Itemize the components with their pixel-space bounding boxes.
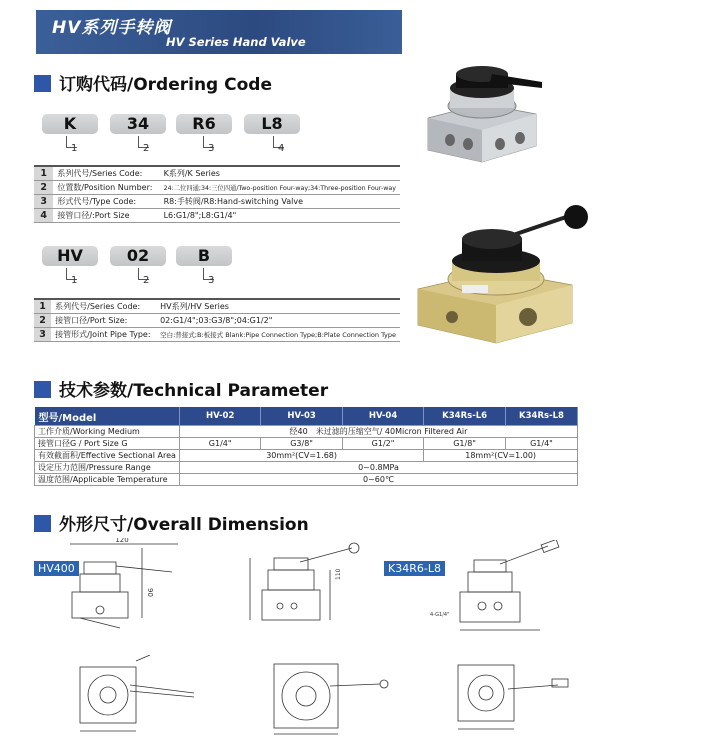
code-num: 3 bbox=[208, 275, 215, 286]
col-header: HV-03 bbox=[261, 407, 342, 426]
dimension-drawing-top-3 bbox=[448, 655, 578, 740]
dimension-drawing-front-1 bbox=[60, 538, 190, 638]
table-row bbox=[34, 195, 400, 209]
row-num: 1 bbox=[34, 300, 51, 314]
cell-value: G1/8" bbox=[424, 438, 506, 450]
row-label: 形式代号/Type Code: bbox=[53, 195, 159, 209]
label-hv400: HV400 bbox=[34, 561, 79, 576]
cell-value: 经40 米过滤的压缩空气/ 40Micron Filtered Air bbox=[179, 426, 577, 438]
code-num: 2 bbox=[143, 143, 150, 154]
col-header: 型号/Model bbox=[35, 407, 180, 426]
table-row bbox=[34, 328, 400, 342]
cell-value: 18mm²(CV=1.00) bbox=[424, 450, 578, 462]
code-num: 4 bbox=[278, 143, 285, 154]
table-row bbox=[34, 181, 400, 195]
dimension-title: 外形尺寸/Overall Dimension bbox=[59, 515, 309, 535]
col-header: K34Rs-L8 bbox=[505, 407, 577, 426]
cell-value: 30mm²(CV=1.68) bbox=[179, 450, 423, 462]
bullet-square-icon bbox=[34, 75, 51, 92]
row-num: 3 bbox=[34, 195, 53, 209]
dimension-drawing-top-1 bbox=[70, 655, 210, 740]
section-dimension-heading bbox=[34, 510, 309, 535]
ordering-table-k bbox=[34, 167, 400, 223]
product-image-k34 bbox=[420, 62, 550, 170]
cell-value: G1/2" bbox=[342, 438, 423, 450]
dim-port: 4-G1/4" bbox=[430, 612, 450, 618]
code-box-02: 02 bbox=[110, 246, 166, 266]
code-box-hv: HV bbox=[42, 246, 98, 266]
row-num: 2 bbox=[34, 314, 51, 328]
table-header-row bbox=[35, 407, 578, 426]
code-box-k: K bbox=[42, 114, 98, 134]
cell-value: 0~0.8MPa bbox=[179, 462, 577, 474]
row-label: 接管形式/Joint Pipe Type: bbox=[51, 328, 156, 342]
row-value: R8:手转阀/R8:Hand-switching Valve bbox=[160, 195, 400, 209]
code-num: 2 bbox=[143, 275, 150, 286]
col-header: HV-02 bbox=[179, 407, 260, 426]
row-num: 1 bbox=[34, 167, 53, 181]
title-cn: HV系列手转阀 bbox=[52, 18, 172, 38]
row-value: K系列/K Series bbox=[160, 167, 400, 181]
table-row bbox=[35, 438, 578, 450]
cell-value: G1/4" bbox=[505, 438, 577, 450]
ordering-table-hv bbox=[34, 300, 400, 342]
row-value: 24:二位四通;34:三位四通/Two-position Four-way;34:Three-position Four-way bbox=[160, 181, 400, 195]
header-banner bbox=[36, 10, 402, 54]
ordering-title: 订购代码/Ordering Code bbox=[59, 75, 272, 95]
dimension-drawing-top-2 bbox=[260, 652, 400, 740]
section-ordering-heading bbox=[34, 70, 272, 95]
row-label: 有效截面积/Effective Sectional Area bbox=[35, 450, 180, 462]
dimension-drawing-front-2 bbox=[240, 540, 370, 640]
table-row bbox=[35, 474, 578, 486]
col-header: HV-04 bbox=[342, 407, 423, 426]
code-box-b: B bbox=[176, 246, 232, 266]
row-label: 系列代号/Series Code: bbox=[53, 167, 159, 181]
table-row bbox=[34, 300, 400, 314]
table-row bbox=[35, 426, 578, 438]
table-row bbox=[34, 209, 400, 223]
row-label: 工作介质/Working Medium bbox=[35, 426, 180, 438]
col-header: K34Rs-L6 bbox=[424, 407, 506, 426]
row-label: 位置数/Position Number: bbox=[53, 181, 159, 195]
row-label: 系列代号/Series Code: bbox=[51, 300, 156, 314]
table-row bbox=[35, 462, 578, 474]
row-value: 02:G1/4";03:G3/8";04:G1/2" bbox=[156, 314, 400, 328]
technical-table bbox=[34, 407, 578, 486]
label-k34: K34R6-L8 bbox=[384, 561, 445, 576]
row-label: 接管口径G / Port Size G bbox=[35, 438, 180, 450]
table-row bbox=[34, 314, 400, 328]
row-label: 温度范围/Applicable Temperature bbox=[35, 474, 180, 486]
code-box-l8: L8 bbox=[244, 114, 300, 134]
dim-110: 110 bbox=[335, 568, 342, 580]
bullet-square-icon bbox=[34, 381, 51, 398]
row-num: 3 bbox=[34, 328, 51, 342]
row-value: L6:G1/8";L8:G1/4" bbox=[160, 209, 400, 223]
dim-120: 120 bbox=[115, 538, 129, 544]
cell-value: 0~60℃ bbox=[179, 474, 577, 486]
row-label: 接管口径/:Port Size bbox=[53, 209, 159, 223]
product-image-hv bbox=[412, 205, 602, 345]
code-box-34: 34 bbox=[110, 114, 166, 134]
code-num: 1 bbox=[71, 275, 78, 286]
row-label: 设定压力范围/Pressure Range bbox=[35, 462, 180, 474]
code-num: 3 bbox=[208, 143, 215, 154]
code-num: 1 bbox=[71, 143, 78, 154]
dim-90: 90 bbox=[146, 588, 154, 597]
technical-title: 技术参数/Technical Parameter bbox=[59, 381, 329, 401]
row-label: 接管口径/Port Size: bbox=[51, 314, 156, 328]
row-num: 4 bbox=[34, 209, 53, 223]
table-row bbox=[34, 167, 400, 181]
code-box-r6: R6 bbox=[176, 114, 232, 134]
row-num: 2 bbox=[34, 181, 53, 195]
title-en: HV Series Hand Valve bbox=[166, 35, 306, 49]
bullet-square-icon bbox=[34, 515, 51, 532]
row-value: 空白:普接式;B:板接式 Blank:Pipe Connection Type;B:Plate Connection Type bbox=[156, 328, 400, 342]
cell-value: G3/8" bbox=[261, 438, 342, 450]
section-technical-heading bbox=[34, 376, 328, 401]
table-row bbox=[35, 450, 578, 462]
dimension-drawing-front-3 bbox=[430, 540, 570, 640]
row-value: HV系列/HV Series bbox=[156, 300, 400, 314]
cell-value: G1/4" bbox=[179, 438, 260, 450]
